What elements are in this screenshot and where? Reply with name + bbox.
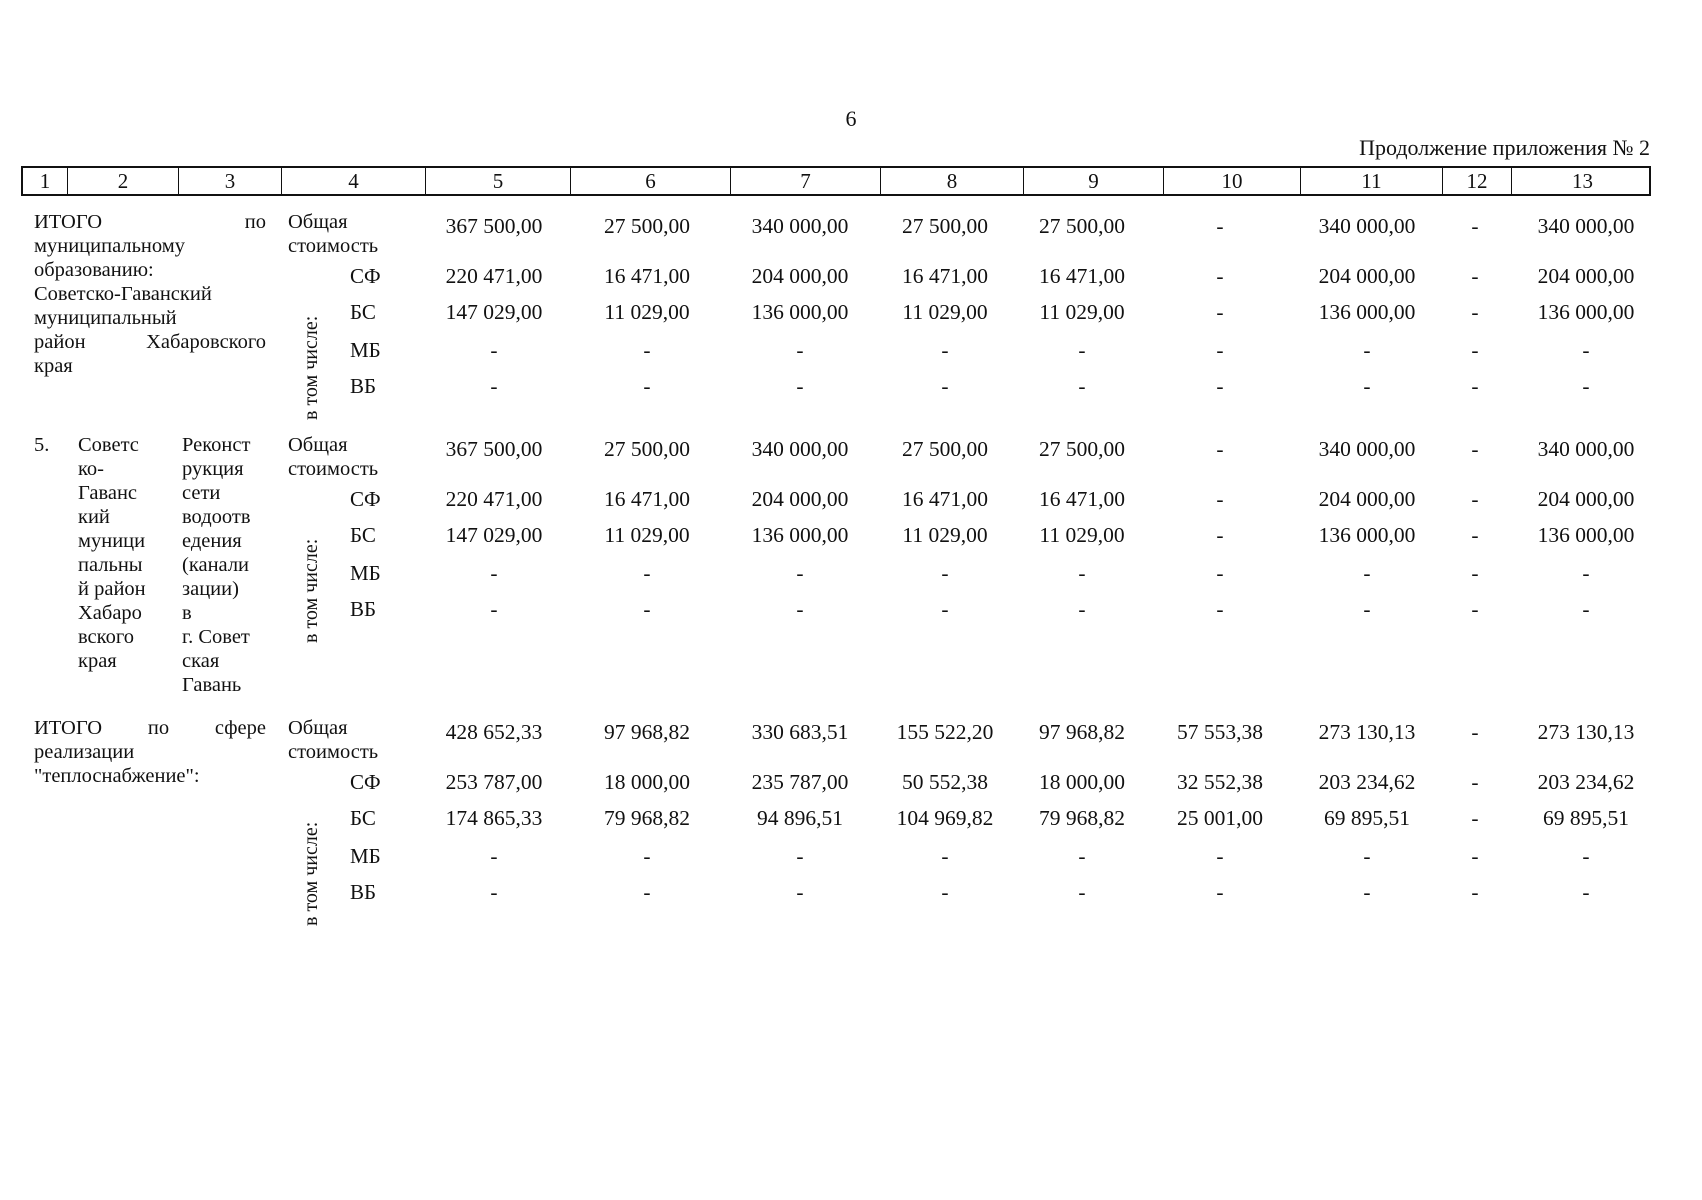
value-cell: - — [1471, 374, 1479, 398]
column-header-3: 3 — [178, 168, 281, 194]
project-line: зации) — [182, 578, 239, 600]
value-cell: - — [1363, 844, 1371, 868]
funding-source-МБ: МБ — [350, 844, 381, 868]
label-line — [34, 740, 266, 764]
value-cell: - — [1582, 880, 1590, 904]
label-word: края — [34, 355, 73, 377]
value-cell: - — [1216, 214, 1224, 238]
municipality-line: Хабаро — [78, 602, 142, 624]
column-header-9: 9 — [1023, 168, 1163, 194]
value-cell: 155 522,20 — [896, 720, 994, 744]
municipality-line: муници — [78, 530, 146, 552]
value-cell: 330 683,51 — [751, 720, 849, 744]
value-cell: - — [1471, 264, 1479, 288]
value-cell: - — [1363, 880, 1371, 904]
total-cost-label — [288, 433, 378, 481]
including-vertical-label: в том числе: — [300, 821, 322, 926]
value-cell: 16 471,00 — [902, 487, 988, 511]
value-cell: - — [1216, 437, 1224, 461]
value-cell: - — [1216, 561, 1224, 585]
value-cell: - — [796, 880, 804, 904]
value-cell: 11 029,00 — [902, 523, 988, 547]
value-cell: 16 471,00 — [902, 264, 988, 288]
total-cost-line: Общая — [288, 434, 348, 456]
value-cell: 204 000,00 — [1318, 487, 1416, 511]
value-cell: - — [1216, 300, 1224, 324]
value-cell: - — [796, 844, 804, 868]
municipality-line: Гаванс — [78, 482, 138, 504]
value-cell: - — [643, 561, 651, 585]
value-cell: - — [643, 374, 651, 398]
value-cell: - — [490, 338, 498, 362]
value-cell: 136 000,00 — [1537, 300, 1635, 324]
label-word: муниципальному — [34, 235, 185, 257]
value-cell: - — [1216, 880, 1224, 904]
value-cell: - — [1471, 561, 1479, 585]
value-cell: - — [1471, 300, 1479, 324]
value-cell: - — [941, 561, 949, 585]
value-cell: - — [796, 338, 804, 362]
value-cell: - — [1216, 374, 1224, 398]
value-cell: 204 000,00 — [1537, 264, 1635, 288]
column-header-8: 8 — [880, 168, 1023, 194]
value-cell: 97 968,82 — [604, 720, 690, 744]
label-line — [34, 330, 266, 354]
label-line — [34, 764, 266, 788]
value-cell: 18 000,00 — [1039, 770, 1125, 794]
value-cell: 340 000,00 — [1318, 214, 1416, 238]
column-header-6: 6 — [570, 168, 730, 194]
appendix-continuation-note: Продолжение приложения № 2 — [1359, 135, 1650, 160]
total-cost-line: Общая — [288, 717, 348, 739]
label-line — [34, 354, 266, 378]
value-cell: 11 029,00 — [604, 523, 690, 547]
value-cell: 16 471,00 — [604, 487, 690, 511]
value-cell: - — [1471, 806, 1479, 830]
value-cell: 18 000,00 — [604, 770, 690, 794]
column-header-13: 13 — [1511, 168, 1653, 194]
label-line — [34, 234, 266, 258]
column-header-10: 10 — [1163, 168, 1300, 194]
funding-source-МБ: МБ — [350, 561, 381, 585]
value-cell: 235 787,00 — [751, 770, 849, 794]
value-cell: 97 968,82 — [1039, 720, 1125, 744]
funding-source-БС: БС — [350, 300, 376, 324]
value-cell: - — [941, 597, 949, 621]
label-word: муниципальный — [34, 307, 177, 329]
value-cell: - — [490, 561, 498, 585]
value-cell: 340 000,00 — [1537, 214, 1635, 238]
value-cell: 27 500,00 — [604, 437, 690, 461]
funding-source-ВБ: ВБ — [350, 374, 377, 398]
label-word: сфере — [214, 717, 266, 739]
funding-source-СФ: СФ — [350, 487, 381, 511]
value-cell: - — [1078, 597, 1086, 621]
label-word: по — [147, 717, 170, 739]
value-cell: - — [1078, 880, 1086, 904]
value-cell: 16 471,00 — [604, 264, 690, 288]
value-cell: - — [1216, 844, 1224, 868]
column-header-12: 12 — [1442, 168, 1511, 194]
total-cost-line: стоимость — [288, 235, 379, 257]
value-cell: 340 000,00 — [1537, 437, 1635, 461]
value-cell: 428 652,33 — [445, 720, 543, 744]
value-cell: - — [1471, 880, 1479, 904]
project-cell — [182, 433, 272, 697]
total-cost-label — [288, 716, 378, 764]
value-cell: 204 000,00 — [751, 487, 849, 511]
value-cell: 27 500,00 — [1039, 437, 1125, 461]
label-word: реализации — [34, 741, 135, 763]
value-cell: 203 234,62 — [1318, 770, 1416, 794]
label-line — [34, 258, 266, 282]
value-cell: 367 500,00 — [445, 437, 543, 461]
value-cell: - — [1471, 214, 1479, 238]
project-line: рукция — [182, 458, 244, 480]
value-cell: 174 865,33 — [445, 806, 543, 830]
value-cell: - — [1216, 523, 1224, 547]
value-cell: - — [1216, 487, 1224, 511]
municipality-line: ко- — [78, 458, 104, 480]
value-cell: - — [1216, 597, 1224, 621]
value-cell: - — [941, 374, 949, 398]
row-number: 5. — [34, 434, 50, 456]
value-cell: - — [1471, 523, 1479, 547]
project-line: сети — [182, 482, 221, 504]
value-cell: - — [490, 597, 498, 621]
project-line: водоотв — [182, 506, 251, 528]
value-cell: 79 968,82 — [1039, 806, 1125, 830]
label-word: образованию: — [34, 259, 154, 281]
value-cell: 27 500,00 — [1039, 214, 1125, 238]
value-cell: - — [1471, 720, 1479, 744]
column-header-2: 2 — [67, 168, 178, 194]
value-cell: 94 896,51 — [757, 806, 843, 830]
value-cell: 11 029,00 — [902, 300, 988, 324]
label-word: ИТОГО — [34, 211, 103, 233]
total-cost-line: Общая — [288, 211, 348, 233]
value-cell: 253 787,00 — [445, 770, 543, 794]
block-label — [34, 716, 266, 788]
column-header-1: 1 — [39, 169, 51, 193]
value-cell: - — [490, 374, 498, 398]
total-cost-line: стоимость — [288, 741, 379, 763]
value-cell: - — [643, 880, 651, 904]
value-cell: - — [1078, 561, 1086, 585]
value-cell: - — [1471, 844, 1479, 868]
value-cell: - — [796, 561, 804, 585]
value-cell: - — [1363, 374, 1371, 398]
value-cell: - — [796, 374, 804, 398]
value-cell: 11 029,00 — [604, 300, 690, 324]
funding-source-СФ: СФ — [350, 770, 381, 794]
project-line: г. Совет — [182, 626, 250, 648]
value-cell: - — [1078, 374, 1086, 398]
value-cell: 147 029,00 — [445, 523, 543, 547]
value-cell: 32 552,38 — [1177, 770, 1263, 794]
value-cell: - — [1363, 597, 1371, 621]
label-word: ИТОГО — [34, 717, 103, 739]
page-number: 6 — [845, 106, 857, 131]
label-word: Хабаровского — [146, 331, 266, 353]
table-header-row — [21, 166, 1651, 196]
project-line: в — [182, 602, 192, 624]
value-cell: 136 000,00 — [1537, 523, 1635, 547]
value-cell: - — [1582, 374, 1590, 398]
funding-source-МБ: МБ — [350, 338, 381, 362]
value-cell: 27 500,00 — [902, 437, 988, 461]
project-line: (канали — [182, 554, 250, 576]
value-cell: 220 471,00 — [445, 487, 543, 511]
column-header-7: 7 — [730, 168, 880, 194]
label-line — [34, 716, 266, 740]
block-label — [34, 210, 266, 378]
value-cell: 273 130,13 — [1318, 720, 1416, 744]
value-cell: 147 029,00 — [445, 300, 543, 324]
value-cell: 204 000,00 — [1318, 264, 1416, 288]
value-cell: - — [941, 338, 949, 362]
value-cell: 79 968,82 — [604, 806, 690, 830]
municipality-line: Советс — [78, 434, 139, 456]
value-cell: - — [1582, 597, 1590, 621]
value-cell: - — [643, 338, 651, 362]
value-cell: - — [1582, 561, 1590, 585]
value-cell: 136 000,00 — [751, 523, 849, 547]
value-cell: 367 500,00 — [445, 214, 543, 238]
value-cell: 27 500,00 — [902, 214, 988, 238]
value-cell: 69 895,51 — [1543, 806, 1629, 830]
value-cell: 69 895,51 — [1324, 806, 1410, 830]
value-cell: 27 500,00 — [604, 214, 690, 238]
municipality-line: края — [78, 650, 117, 672]
project-line: Реконст — [182, 434, 251, 456]
value-cell: 203 234,62 — [1537, 770, 1635, 794]
including-vertical-label: в том числе: — [300, 315, 322, 420]
value-cell: 136 000,00 — [1318, 523, 1416, 547]
value-cell: - — [643, 597, 651, 621]
value-cell: 50 552,38 — [902, 770, 988, 794]
project-line: едения — [182, 530, 242, 552]
value-cell: - — [1363, 338, 1371, 362]
value-cell: 340 000,00 — [751, 214, 849, 238]
value-cell: - — [1582, 844, 1590, 868]
municipality-line: пальны — [78, 554, 143, 576]
label-word: по — [244, 211, 266, 233]
value-cell: 11 029,00 — [1039, 523, 1125, 547]
value-cell: 136 000,00 — [751, 300, 849, 324]
column-header-4: 4 — [281, 168, 425, 194]
value-cell: - — [941, 844, 949, 868]
value-cell: 25 001,00 — [1177, 806, 1263, 830]
funding-source-ВБ: ВБ — [350, 880, 377, 904]
value-cell: - — [1471, 437, 1479, 461]
value-cell: 16 471,00 — [1039, 487, 1125, 511]
project-line: ская — [182, 650, 220, 672]
label-line — [34, 282, 266, 306]
value-cell: - — [1471, 487, 1479, 511]
value-cell: - — [941, 880, 949, 904]
label-word: Советско-Гаванский — [34, 283, 212, 305]
column-header-5: 5 — [425, 168, 570, 194]
value-cell: 204 000,00 — [1537, 487, 1635, 511]
label-word: район — [34, 331, 86, 353]
municipality-line: й район — [78, 578, 146, 600]
value-cell: - — [1216, 338, 1224, 362]
value-cell: 136 000,00 — [1318, 300, 1416, 324]
value-cell: 204 000,00 — [751, 264, 849, 288]
value-cell: 104 969,82 — [896, 806, 994, 830]
value-cell: - — [796, 597, 804, 621]
value-cell: 16 471,00 — [1039, 264, 1125, 288]
value-cell: - — [1582, 338, 1590, 362]
municipality-cell — [78, 433, 168, 673]
value-cell: - — [1078, 844, 1086, 868]
total-cost-label — [288, 210, 378, 258]
label-line — [34, 306, 266, 330]
municipality-line: кий — [78, 506, 110, 528]
municipality-line: вского — [78, 626, 134, 648]
value-cell: - — [1363, 561, 1371, 585]
label-word: "теплоснабжение": — [34, 765, 200, 787]
column-header-11: 11 — [1300, 168, 1442, 194]
value-cell: - — [1471, 597, 1479, 621]
value-cell: 340 000,00 — [751, 437, 849, 461]
value-cell: 220 471,00 — [445, 264, 543, 288]
value-cell: 57 553,38 — [1177, 720, 1263, 744]
funding-source-БС: БС — [350, 523, 376, 547]
value-cell: 11 029,00 — [1039, 300, 1125, 324]
value-cell: - — [490, 880, 498, 904]
value-cell: - — [1471, 770, 1479, 794]
including-vertical-label: в том числе: — [300, 538, 322, 643]
funding-source-СФ: СФ — [350, 264, 381, 288]
label-line — [34, 210, 266, 234]
value-cell: - — [1471, 338, 1479, 362]
value-cell: 340 000,00 — [1318, 437, 1416, 461]
value-cell: - — [643, 844, 651, 868]
value-cell: - — [490, 844, 498, 868]
funding-source-ВБ: ВБ — [350, 597, 377, 621]
project-line: Гавань — [182, 674, 242, 696]
value-cell: - — [1078, 338, 1086, 362]
total-cost-line: стоимость — [288, 458, 379, 480]
value-cell: 273 130,13 — [1537, 720, 1635, 744]
value-cell: - — [1216, 264, 1224, 288]
funding-source-БС: БС — [350, 806, 376, 830]
